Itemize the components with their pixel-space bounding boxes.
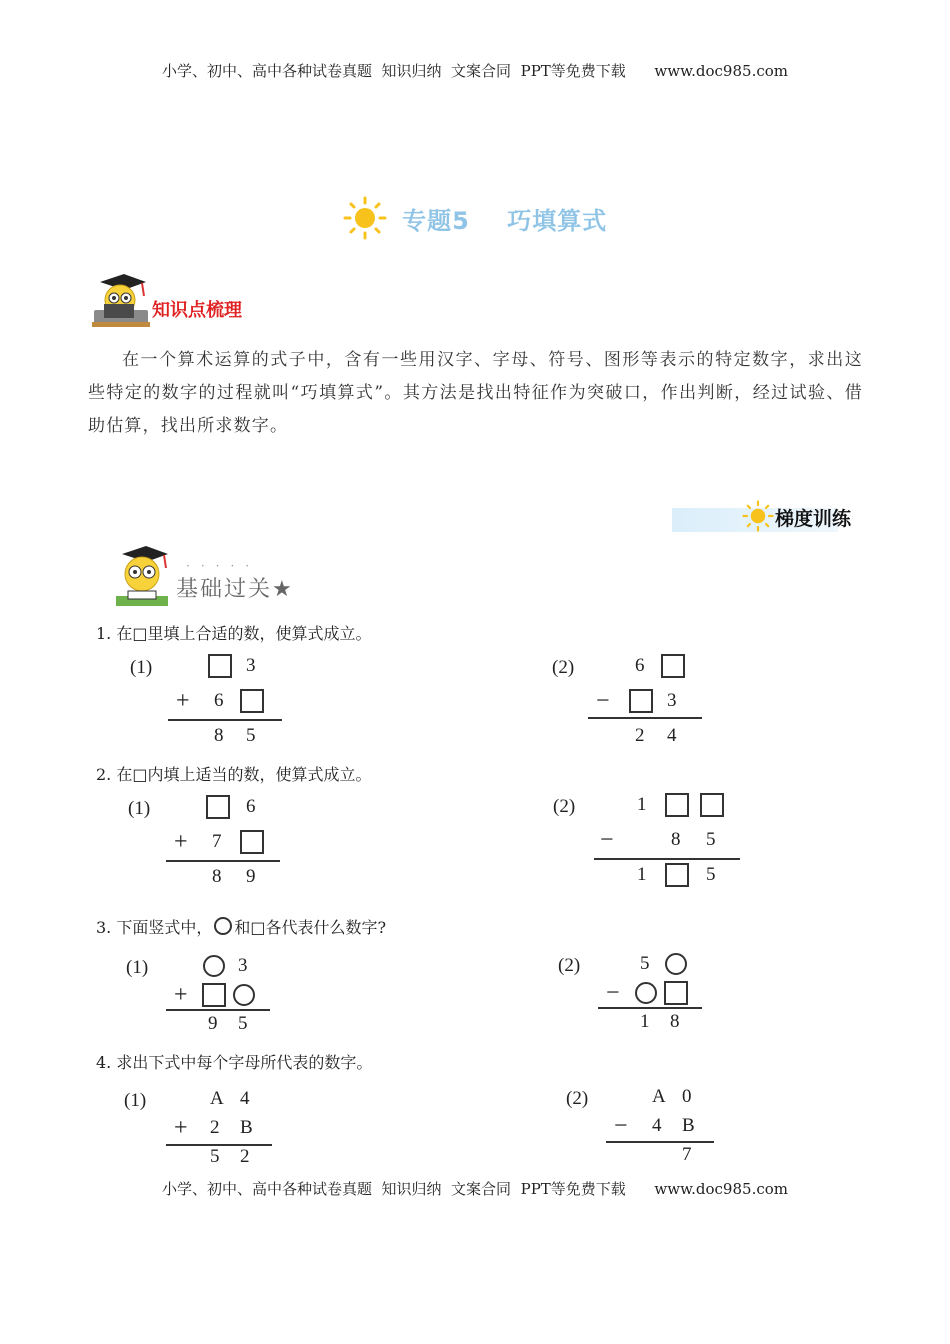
q4-p1-row1-1-digit: 4 — [240, 1088, 250, 1109]
q2-p1-operator: + — [174, 829, 188, 855]
q2-p1-row2-1-box[interactable] — [240, 830, 264, 854]
question-2-text: 2. 在□内填上适当的数，使算式成立。 — [96, 765, 372, 784]
sun-icon — [742, 500, 774, 532]
knowledge-paragraph: 在一个算术运算的式子中，含有一些用汉字、字母、符号、图形等表示的特定数字，求出这些特定的数字的过程就叫“巧填算式”。其方法是找出特征作为突破口，作出判断，经过试验、借助估算，找出所求数字。 — [88, 350, 863, 436]
q4-p1-row2-0-digit: 2 — [210, 1117, 220, 1138]
q3-p2-result-0-digit: 1 — [640, 1011, 650, 1032]
q4-p1-result-0-digit: 5 — [210, 1146, 220, 1167]
q1-p2-row1-0-digit: 6 — [635, 655, 645, 676]
q2-p2-result-0-digit: 1 — [637, 864, 647, 885]
q2-p2-result-1-box[interactable] — [665, 863, 689, 887]
section-dots: ····· — [186, 559, 261, 573]
q4-p1-row1-0-digit: A — [210, 1088, 224, 1109]
q1-p2-result-1-digit: 4 — [667, 725, 677, 746]
q1-p1-row1-1-digit: 3 — [246, 655, 256, 676]
question-3-text: 3. 下面竖式中， 和□各代表什么数字? — [96, 918, 387, 937]
q1-p2-row2-1-digit: 3 — [667, 690, 677, 711]
q2-p2-rule — [594, 858, 740, 860]
q3-p2-row2-0-circle — [635, 982, 657, 1004]
q4-p2-row2-0-digit: 4 — [652, 1115, 662, 1136]
page-title — [0, 196, 950, 240]
q4-p2-row2-1-digit: B — [682, 1115, 695, 1136]
q4-p2-rule — [606, 1141, 714, 1143]
question-4-text: 4. 求出下式中每个字母所代表的数字。 — [96, 1053, 373, 1072]
q4-p2-row1-1-digit: 0 — [682, 1086, 692, 1107]
q2-p1-row1-1-digit: 6 — [246, 796, 256, 817]
q3-p2-row1-0-digit: 5 — [640, 953, 650, 974]
q2-p1-row1-0-box[interactable] — [206, 795, 230, 819]
sun-icon — [343, 196, 387, 240]
mascot-laptop-icon — [90, 270, 152, 332]
q3-p2-tag: (2) — [558, 955, 581, 976]
q3-p1-row1-0-circle — [203, 955, 225, 977]
q1-p1-result-1-digit: 5 — [246, 725, 256, 746]
q2-p2-row1-0-digit: 1 — [637, 794, 647, 815]
training-label: 梯度训练 — [775, 508, 852, 530]
q3-p2-operator: − — [606, 980, 620, 1006]
q1-p2-row2-0-box[interactable] — [629, 689, 653, 713]
q1-p1-row2-0-digit: 6 — [214, 690, 224, 711]
q3-p1-operator: + — [174, 982, 188, 1008]
page-header: 小学、初中、高中各种试卷真题 知识归纳 文案合同 PPT等免费下载 www.doc985.com — [161, 62, 788, 80]
q4-p1-row2-1-digit: B — [240, 1117, 253, 1138]
q3-p2-result-1-digit: 8 — [670, 1011, 680, 1032]
q1-p1-rule — [168, 719, 282, 721]
q3-p1-row2-1-circle — [233, 984, 255, 1006]
q3-p1-result-1-digit: 5 — [238, 1013, 248, 1034]
q3-p1-result-0-digit: 9 — [208, 1013, 218, 1034]
q4-p1-result-1-digit: 2 — [240, 1146, 250, 1167]
q4-p2-tag: (2) — [566, 1088, 589, 1109]
q2-p1-result-0-digit: 8 — [212, 866, 222, 887]
q1-p2-tag: (2) — [552, 657, 575, 678]
q1-p1-operator: + — [176, 688, 190, 714]
q3-p1-tag: (1) — [126, 957, 149, 978]
circle-symbol — [214, 917, 232, 935]
q1-p2-row1-1-box[interactable] — [661, 654, 685, 678]
knowledge-label: 知识点梳理 — [152, 300, 242, 321]
q3-p1-row1-1-digit: 3 — [238, 955, 248, 976]
q2-p2-row2-1-digit: 5 — [706, 829, 716, 850]
q1-p1-result-0-digit: 8 — [214, 725, 224, 746]
q1-p2-rule — [588, 717, 702, 719]
question-1-text: 1. 在□里填上合适的数，使算式成立。 — [96, 624, 372, 643]
q2-p1-tag: (1) — [128, 798, 151, 819]
q3-p1-row2-0-box[interactable] — [202, 983, 226, 1007]
q2-p2-row2-0-digit: 8 — [671, 829, 681, 850]
q3-p2-rule — [598, 1007, 702, 1009]
q1-p1-tag: (1) — [130, 657, 153, 678]
q4-p2-result-0-digit: 7 — [682, 1144, 692, 1165]
q3-p1-rule — [166, 1009, 270, 1011]
q2-p2-result-2-digit: 5 — [706, 864, 716, 885]
q4-p1-tag: (1) — [124, 1090, 147, 1111]
q4-p2-row1-0-digit: A — [652, 1086, 666, 1107]
q2-p1-rule — [166, 860, 280, 862]
q1-p2-operator: − — [596, 688, 610, 714]
q1-p1-row2-1-box[interactable] — [240, 689, 264, 713]
q1-p2-result-0-digit: 2 — [635, 725, 645, 746]
q4-p1-operator: + — [174, 1115, 188, 1141]
q1-p1-row1-0-box[interactable] — [208, 654, 232, 678]
q2-p2-row1-1-box[interactable] — [665, 793, 689, 817]
q2-p1-result-1-digit: 9 — [246, 866, 256, 887]
q2-p2-tag: (2) — [553, 796, 576, 817]
q2-p2-operator: − — [600, 827, 614, 853]
q3-p2-row2-1-box[interactable] — [664, 981, 688, 1005]
q2-p2-row1-2-box[interactable] — [700, 793, 724, 817]
section-label: 基础过关★ — [176, 577, 294, 602]
q2-p1-row2-0-digit: 7 — [212, 831, 222, 852]
title-text: 专题5 巧填算式 — [402, 206, 608, 235]
q4-p2-operator: − — [614, 1113, 628, 1139]
q3-p2-row1-1-circle — [665, 953, 687, 975]
mascot-reading-icon — [108, 544, 176, 612]
page-footer: 小学、初中、高中各种试卷真题 知识归纳 文案合同 PPT等免费下载 www.doc985.com — [161, 1180, 788, 1198]
